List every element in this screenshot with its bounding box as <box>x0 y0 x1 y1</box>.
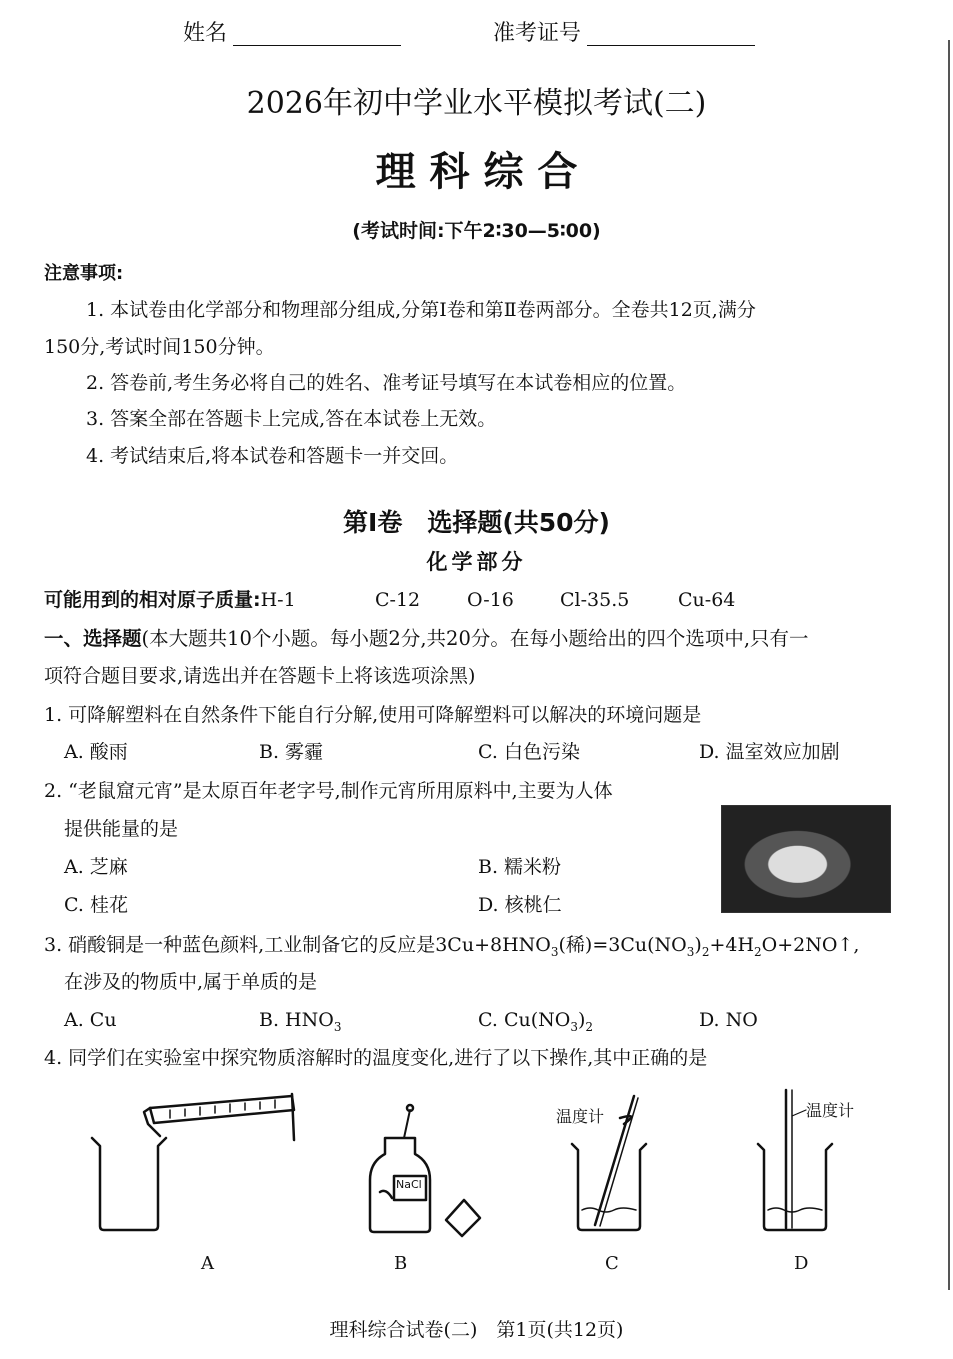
atomic-cu: Cu-64 <box>678 589 736 611</box>
name-blank <box>233 23 401 46</box>
opt-sub: 2 <box>585 1019 594 1034</box>
notice-item-4: 4. 考试结束后,将本试卷和答题卡一并交回。 <box>86 445 459 467</box>
opt-sub: 3 <box>333 1019 342 1034</box>
figure-a-pouring <box>92 1094 294 1230</box>
thermometer-label-d: 温度计 <box>806 1101 855 1120</box>
q1-stem: 1. 可降解塑料在自然条件下能自行分解,使用可降解塑料可以解决的环境问题是 <box>44 704 702 726</box>
opt-text: B. HNO <box>259 1009 334 1031</box>
opt-text: C. Cu(NO <box>478 1009 571 1031</box>
exam-id-blank <box>587 23 755 46</box>
eq-sub: 2 <box>701 944 710 959</box>
subject-title: 理 科 综 合 <box>375 149 578 195</box>
nacl-label: NaCl <box>396 1178 422 1191</box>
figure-label-c: C <box>605 1253 619 1274</box>
eq-sub: 3 <box>686 944 695 959</box>
instructions-text: (本大题共10个小题。每小题2分,共20分。在每小题给出的四个选项中,只有一 <box>141 627 809 650</box>
opt-sub: 3 <box>570 1019 578 1034</box>
atomic-label: 可能用到的相对原子质量: <box>44 589 261 611</box>
page-footer: 理科综合试卷(二) 第1页(共12页) <box>329 1319 624 1341</box>
notice-item-1-cont: 150分,考试时间150分钟。 <box>44 336 275 358</box>
q2-option-a: A. 芝麻 <box>64 856 128 878</box>
q2-option-c: C. 桂花 <box>64 894 128 916</box>
q3-option-a: A. Cu <box>64 1009 117 1031</box>
instructions-line-2: 项符合题目要求,请选出并在答题卡上将该选项涂黑) <box>44 665 476 687</box>
q3-stem-text: 3. 硝酸铜是一种蓝色颜料,工业制备它的反应是 <box>44 934 436 956</box>
q2-stem-1: 2. “老鼠窟元宵”是太原百年老字号,制作元宵所用原料中,主要为人体 <box>44 780 613 802</box>
q4-stem: 4. 同学们在实验室中探究物质溶解时的温度变化,进行了以下操作,其中正确的是 <box>44 1047 708 1069</box>
eq-part: 3Cu+8HNO <box>435 934 551 956</box>
name-label: 姓名 <box>183 21 228 46</box>
yuanxiao-photo <box>721 805 891 913</box>
section-title: 第Ⅰ卷 选择题(共50分) <box>343 508 610 537</box>
eq-part: +4H <box>709 934 755 956</box>
q3-option-b <box>259 1008 341 1032</box>
q3-option-d: D. NO <box>699 1009 758 1031</box>
eq-part: O+2NO↑, <box>761 934 860 956</box>
q2-option-d: D. 核桃仁 <box>478 894 562 916</box>
q1-option-a: A. 酸雨 <box>64 741 128 763</box>
notice-item-2: 2. 答卷前,考生务必将自己的姓名、准考证号填写在本试卷相应的位置。 <box>86 372 687 394</box>
atomic-masses <box>44 588 296 612</box>
exam-time: (考试时间:下午2∶30—5∶00) <box>352 220 601 242</box>
name-field <box>183 22 401 46</box>
instructions-heading: 一、选择题 <box>44 627 142 650</box>
q3-stem-1 <box>44 933 859 957</box>
atomic-c: C-12 <box>375 589 421 611</box>
eq-part: (稀)=3Cu(NO <box>558 934 687 956</box>
exam-id-label: 准考证号 <box>493 21 582 46</box>
q1-option-b: B. 雾霾 <box>259 741 324 763</box>
notice-item-3: 3. 答案全部在答题卡上完成,答在本试卷上无效。 <box>86 408 497 430</box>
eq-sub: 3 <box>550 944 559 959</box>
atomic-h: H-1 <box>260 589 296 611</box>
section-part: 化学部分 <box>426 550 527 574</box>
figure-label-b: B <box>394 1253 408 1274</box>
atomic-cl: Cl-35.5 <box>560 589 630 611</box>
eq-part: ) <box>694 934 702 956</box>
figure-label-a: A <box>201 1253 214 1274</box>
eq-sub: 2 <box>754 944 762 959</box>
notice-item-1: 1. 本试卷由化学部分和物理部分组成,分第Ⅰ卷和第Ⅱ卷两部分。全卷共12页,满分 <box>86 299 756 321</box>
exam-title: 2026年初中学业水平模拟考试(二) <box>246 86 707 121</box>
q3-stem-2: 在涉及的物质中,属于单质的是 <box>64 971 318 993</box>
thermometer-label-c: 温度计 <box>556 1107 605 1126</box>
instructions-line-1 <box>44 627 809 651</box>
q1-option-d: D. 温室效应加剧 <box>699 741 840 763</box>
exam-id-field <box>493 22 755 46</box>
figure-label-d: D <box>794 1253 809 1274</box>
opt-text: ) <box>577 1009 586 1031</box>
q2-stem-2: 提供能量的是 <box>64 818 179 840</box>
q3-equation <box>435 934 860 959</box>
figure-b-reagent-bottle <box>370 1105 480 1236</box>
q2-option-b: B. 糯米粉 <box>478 856 562 878</box>
atomic-o: O-16 <box>467 589 514 611</box>
notice-heading: 注意事项: <box>44 263 124 284</box>
q3-option-c <box>478 1008 593 1032</box>
q1-option-c: C. 白色污染 <box>478 741 580 763</box>
